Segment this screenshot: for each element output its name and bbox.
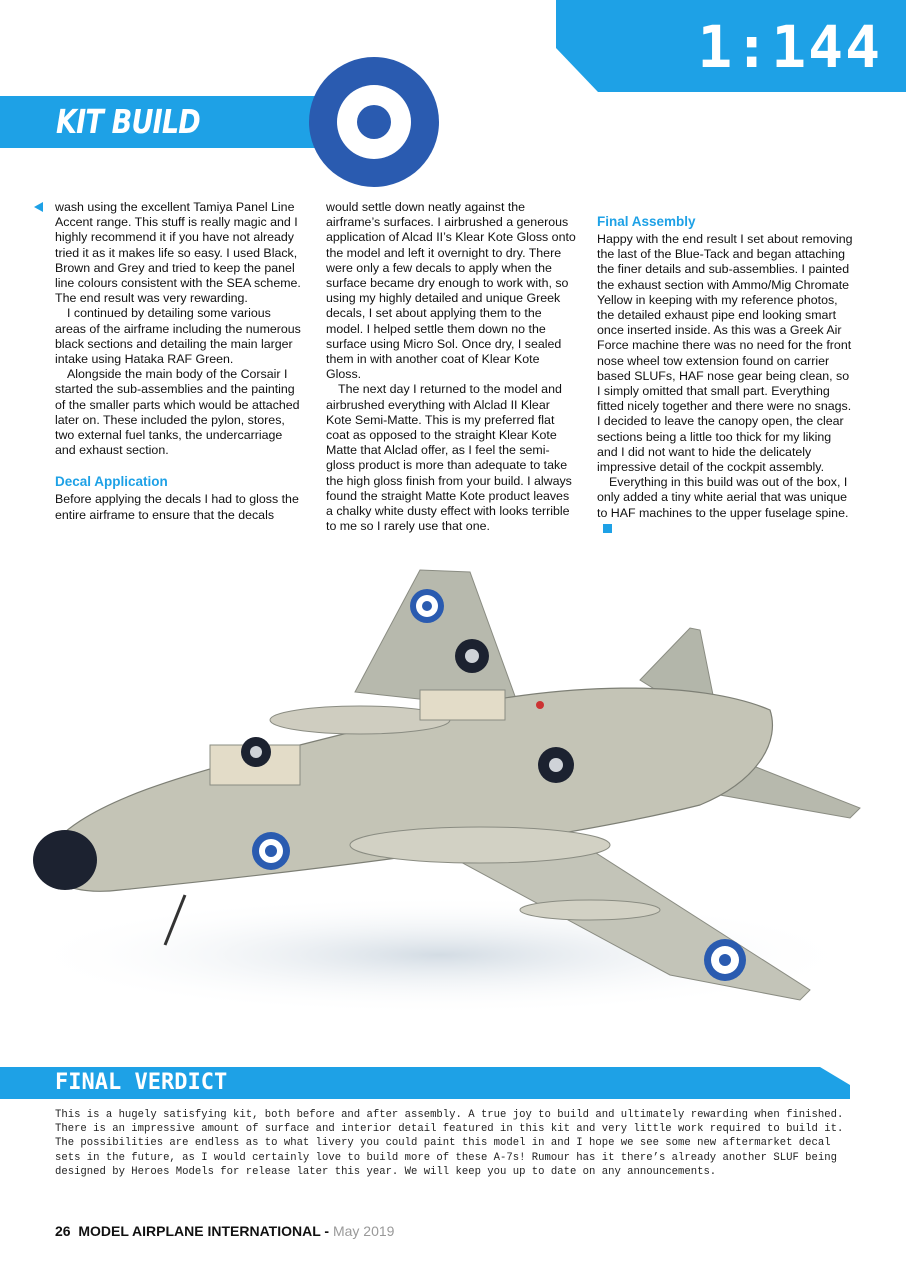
paragraph: would settle down neatly against the airframe’s surfaces. I airbrushed a generous application of Alcad II’s Klear Kote Gloss onto the model and left it overnight to dry. There were only a few decals to apply when the surface became dry enough to work with, so using my highly detailed and unique Greek decals, I set about applying them to the model. I helped settle them down no the surface using Micro Sol. Once dry, I sealed them in with another coat of Klear Kote Gloss.	[326, 200, 576, 382]
paragraph: The next day I returned to the model and airbrushed everything with Alclad II Klear Kote Semi-Matte. This is my preferred flat coat as opposed to the straight Klear Kote Matte that Alclad offer, as I feel the semi-gloss product is more than adequate to take the high gloss finish from your build. I always found the straight Matte Kote product leaves a chalky white dusty effect with looks terrible to me so I rarely use that one.	[326, 382, 572, 534]
article-column-2	[326, 200, 576, 534]
paragraph-text: Everything in this build was out of the box, I only added a tiny white aerial that was unique to HAF machines to the upper fuselage spine.	[597, 475, 849, 520]
paragraph: I continued by detailing some various areas of the airframe including the numerous black sections and detailing the main larger intake using Hataka RAF Green.	[55, 306, 301, 367]
paragraph: wash using the excellent Tamiya Panel Line Accent range. This stuff is really magic and I highly recommend it if you have not already tried it as it makes life so easy. I used Black, Brown and Grey and tried to keep the panel line colours consistent with the SEA scheme. The end result was very rewarding.	[55, 200, 301, 306]
article-column-1	[55, 200, 305, 523]
section-title: KIT BUILD	[56, 102, 200, 141]
continuation-arrow-icon	[34, 202, 43, 212]
page-footer	[55, 1222, 394, 1240]
paragraph: Happy with the end result I set about removing the last of the Blue-Tack and began attaching the finer details and sub-assemblies. I painted the exhaust section with Ammo/Mig Chromate Yellow in keeping with my reference photos, the detailed exhaust pipe end looking smart once inserted inside. As this was a Greek Air Force machine there was no need for the front nose wheel tow extension found on carrier based SLUFs, HAF nose gear being clean, so I simply omitted that small part. Everything fitted nicely together and there were no snags. I decided to leave the canopy open, the clear sections being a little too thick for my liking and I did not want to hide the delicately impressive detail of the cockpit assembly.	[597, 232, 853, 475]
paragraph	[597, 475, 853, 536]
paragraph: Before applying the decals I had to gloss the entire airframe to ensure that the decals	[55, 492, 299, 522]
roundel-icon	[309, 57, 439, 187]
verdict-title: FINAL VERDICT	[55, 1070, 228, 1095]
roundel-ring	[337, 85, 411, 159]
subheading-decal-application: Decal Application	[55, 474, 168, 490]
scale-label: 1:144	[697, 13, 882, 81]
roundel-center	[357, 105, 391, 139]
magazine-title: MODEL AIRPLANE INTERNATIONAL -	[78, 1223, 330, 1239]
page-number: 26	[55, 1223, 71, 1239]
verdict-text: This is a hugely satisfying kit, both before and after assembly. A true joy to build and ultimately rewarding when finished. There is an impressive amount of surface and interior detail featured in this kit and very little work required to build it. The possibilities are endless as to what livery you could paint this model in and I hope we see some new aftermarket decal sets in the future, as I would certainly love to build more of these A-7s! Rumour has it there’s already another SLUF being designed by Heroes Models for release later this year. We will keep you up to date on any announcements.	[55, 1109, 844, 1178]
subheading-final-assembly: Final Assembly	[597, 214, 696, 229]
issue-date: May 2019	[332, 1223, 395, 1239]
paragraph: Alongside the main body of the Corsair I started the sub-assemblies and the painting of the smaller parts which would be attached later on. These included the pylon, stores, two external fuel tanks, the undercarriage and exhaust section.	[55, 367, 300, 458]
article-column-3	[597, 214, 853, 536]
end-mark-icon	[603, 524, 612, 533]
aircraft-model-photo	[0, 560, 906, 1060]
